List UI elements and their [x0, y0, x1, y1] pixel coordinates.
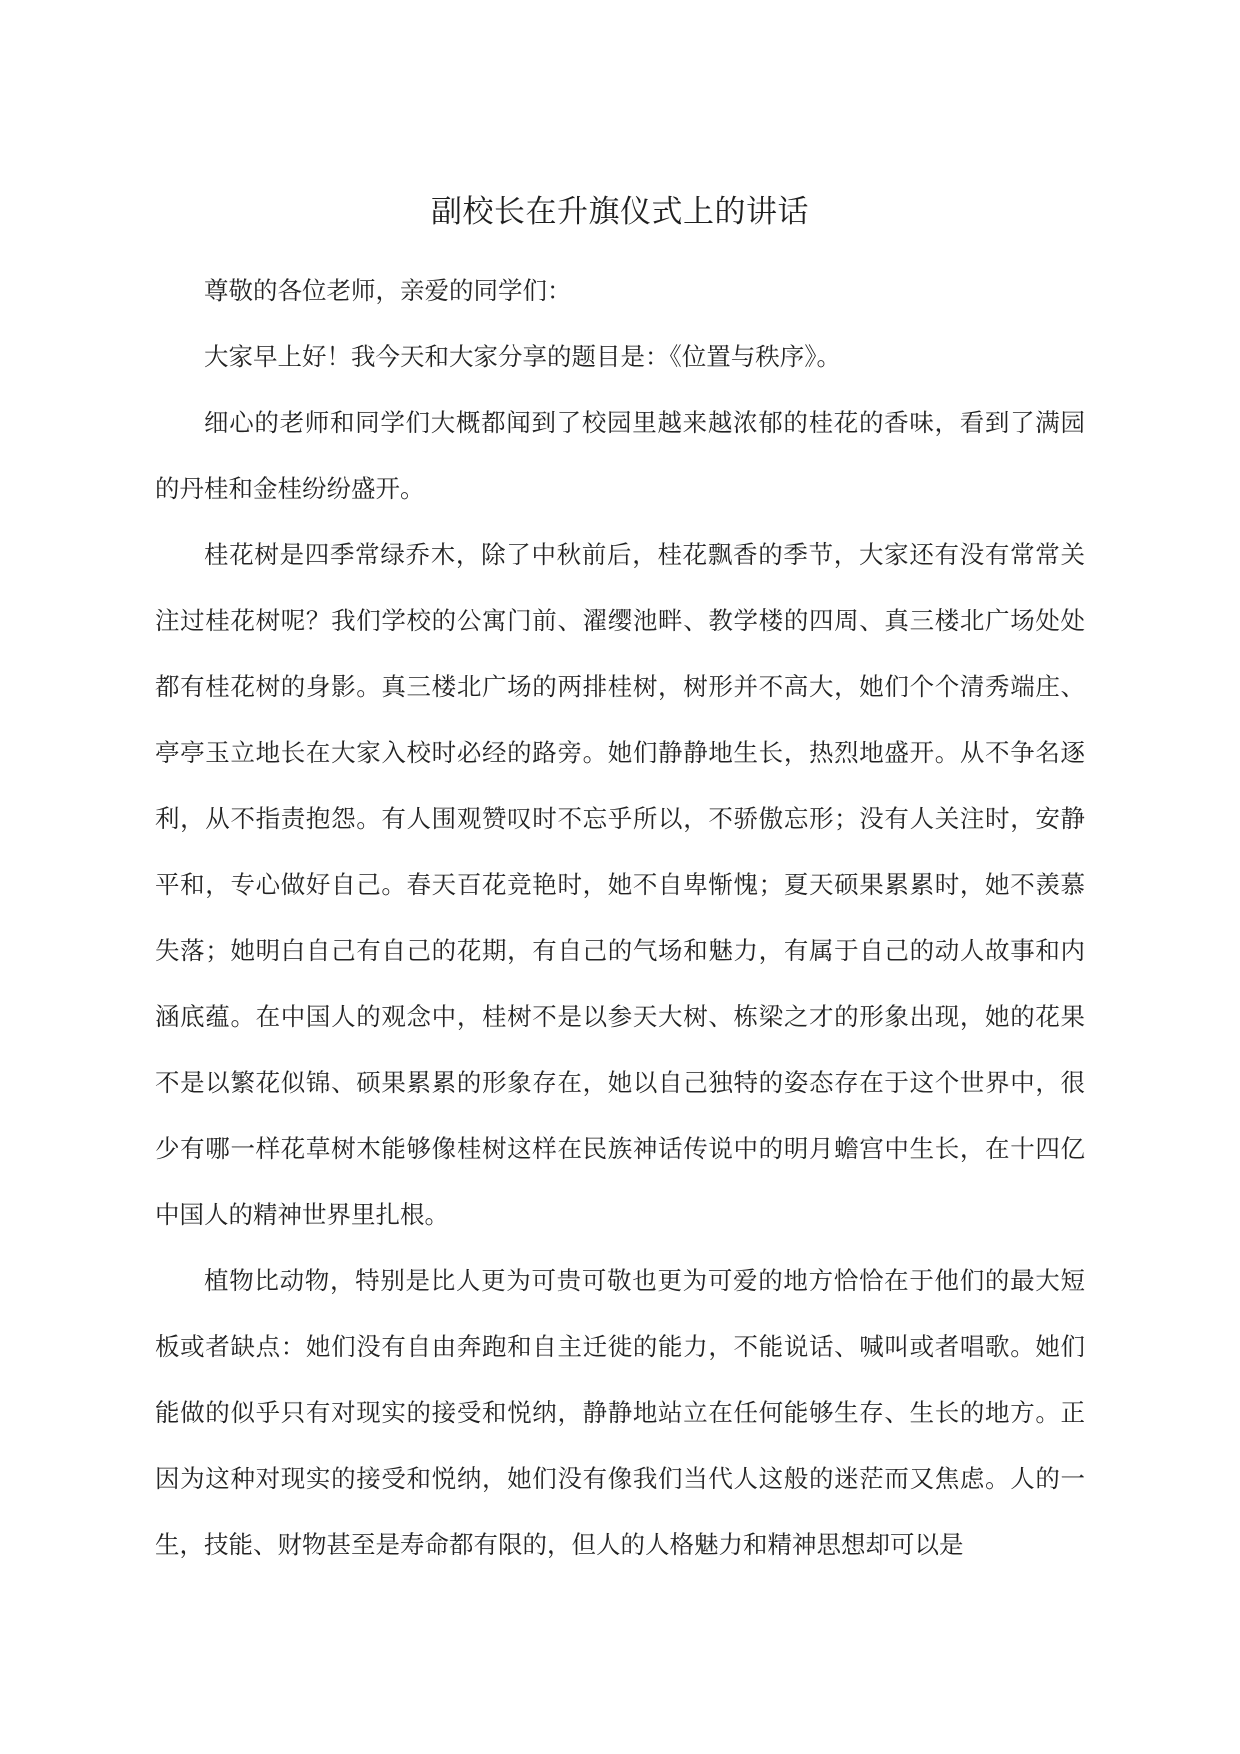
- document-body: [155, 258, 1085, 1578]
- paragraph-osmanthus-tree: 桂花树是四季常绿乔木，除了中秋前后，桂花飘香的季节，大家还有没有常常关注过桂花树呢？我们学校的公寓门前、濯缨池畔、教学楼的四周、真三楼北广场处处都有桂花树的身影。真三楼北广场的两排桂树，树形并不高大，她们个个清秀端庄、亭亭玉立地长在大家入校时必经的路旁。她们静静地生长，热烈地盛开。从不争名逐利，从不指责抱怨。有人围观赞叹时不忘乎所以，不骄傲忘形；没有人关注时，安静平和，专心做好自己。春天百花竞艳时，她不自卑惭愧；夏天硕果累累时，她不羡慕失落；她明白自己有自己的花期，有自己的气场和魅力，有属于自己的动人故事和内涵底蕴。在中国人的观念中，桂树不是以参天大树、栋梁之才的形象出现，她的花果不是以繁花似锦、硕果累累的形象存在，她以自己独特的姿态存在于这个世界中，很少有哪一样花草树木能够像桂树这样在民族神话传说中的明月蟾宫中生长，在十四亿中国人的精神世界里扎根。: [155, 540, 1085, 1229]
- document-title: 副校长在升旗仪式上的讲话: [431, 194, 809, 230]
- paragraph-plants-vs-animals: 植物比动物，特别是比人更为可贵可敬也更为可爱的地方恰恰在于他们的最大短板或者缺点：她们没有自由奔跑和自主迁徙的能力，不能说话、喊叫或者唱歌。她们能做的似乎只有对现实的接受和悦纳，静静地站立在任何能够生存、生长的地方。正因为这种对现实的接受和悦纳，她们没有像我们当代人这般的迷茫而又焦虑。人的一生，技能、财物甚至是寿命都有限的，但人的人格魅力和精神思想却可以是: [155, 1266, 1085, 1559]
- paragraph-greeting: 大家早上好！我今天和大家分享的题目是：《位置与秩序》。: [204, 342, 841, 371]
- paragraph-osmanthus-scent: 细心的老师和同学们大概都闻到了校园里越来越浓郁的桂花的香味，看到了满园的丹桂和金桂纷纷盛开。: [155, 408, 1085, 503]
- paragraph-salutation: 尊敬的各位老师，亲爱的同学们：: [204, 276, 572, 305]
